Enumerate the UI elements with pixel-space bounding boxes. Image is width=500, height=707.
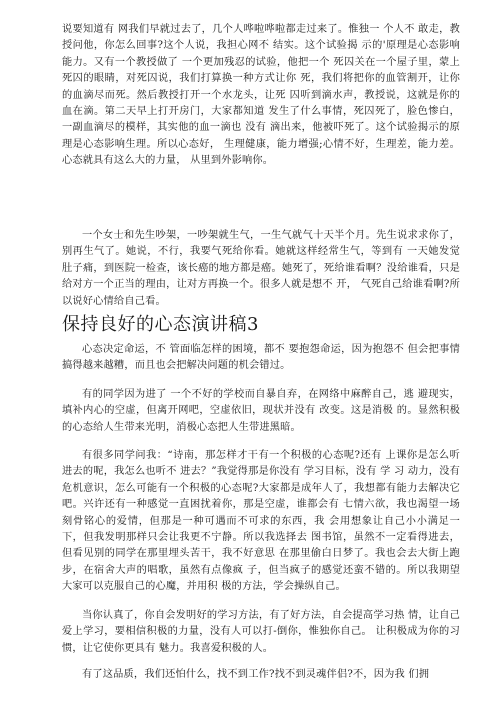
paragraph-negative-attitude: 有的同学因为进了 一个不好的学校而自暴自弃，在网络中麻醉自己，逃 避现实，填补内心的空虚，但离开网吧，空虚依旧，现状并没有 改变。这是消极 的。显然积极的心态给人生带来光明，消极心态把人生带进黑暗。 [62,389,460,433]
section-title: 保持良好的心态演讲稿3 [62,314,259,335]
paragraph-psychology-experiments: 说要知道有 网我们早就过去了，几个人哗啦哗啦都走过来了。惟独一 个人不 敢走，教授问他，你怎么回事?这个人说，我担心网不 结实。这个试验揭 示的'原理是心态影响能力。又有一个教授做了 一个更加残忍的试验，他把一个 死囚关在一个屋子里，蒙上死囚的眼睛，对死囚说，我们打算换一种方式让你 死，我们将把你的血管割开，让你的血滴尽而死。然后教授打开一个水龙头，让死 囚听到滴水声，教授说，这就是你的血在滴。第二天早上打开房门，大家都知道 发生了什么事情，死囚死了，脸色惨白，一副血滴尽的模样，其实他的血一滴也 没有 滴出来，他被吓死了。这个试验揭示的原理是心态影响生理。所以心态好， 生理健康，能力增强;心情不好，生理差，能力差。心态就具有这么大的力量， 从里到外影响你。 [62,24,460,167]
paragraph-quarrel-story: 一个女士和先生吵架，一吵架就生气，一生气就气十天半个月。先生说求求你了，别再生气了。她说，不行，我要气死给你看。她就这样经常生气，等到有 一天她发觉肚子痛，到医院一检查，该长癌的地方都是癌。她死了，死给谁看啊？没给谁看，只是给对方一个正当的理由，让对方再换一个。很多人就是想不 开， 气死自己给谁看啊?所以说好心情给自己看。 [62,230,460,307]
paragraph-quality: 有了这品质，我们还怕什么，找不到工作?找不到灵魂伴侣?不，因为我 们拥 [82,669,430,680]
paragraph-attitude-decides-fate: 心态决定命运，不 管面临怎样的困境，都不 要抱怨命运，因为抱怨不 但会把事情搞得越来越糟，而且也会把解决问题的机会错过。 [62,344,460,372]
paragraph-student-questions: 有很多同学问我：“诗南，那怎样才干有一个积极的心态呢?还有 上课你是怎么听进去的呢，我怎么也听不 进去？”我觉得那是你没有 学习目标，没有 学 习 动力，没有危机意识，怎么可能有一个积极的心态呢?大家都是成年人了，我想都有能力去解决它吧。兴许还有一种感觉一直困扰着你，那是空虚，谁都会有 七情六欲，我也渴望一场刻骨铭心的爱情，但那是一种可遇而不可求的东西，我 会用想象让自己小小满足一下，但我发明那样只会让我更不宁静。所以我选择去 图书馆，虽然不一定看得进去，但看见别的同学在那里埋头苦干，我不好意思 在那里偷白日梦了。我也会去大街上跑步，在宿舍大声的唱歌，虽然有点像疯 子，但当疯子的感觉还蛮不错的。所以我期望大家可以克服自己的心魔，并用积 极的方法，学会操纵自己。 [62,450,460,593]
paragraph-study-method: 当你认真了，你自会发明好的学习方法，有了好方法，自会提高学习热 情，让自己爱上学习，要相信积极的力量，没有人可以打-倒你，惟独你自己。 让积极成为你的习惯，让它使你更具有 魅力。我喜爱积极的人。 [62,610,460,654]
